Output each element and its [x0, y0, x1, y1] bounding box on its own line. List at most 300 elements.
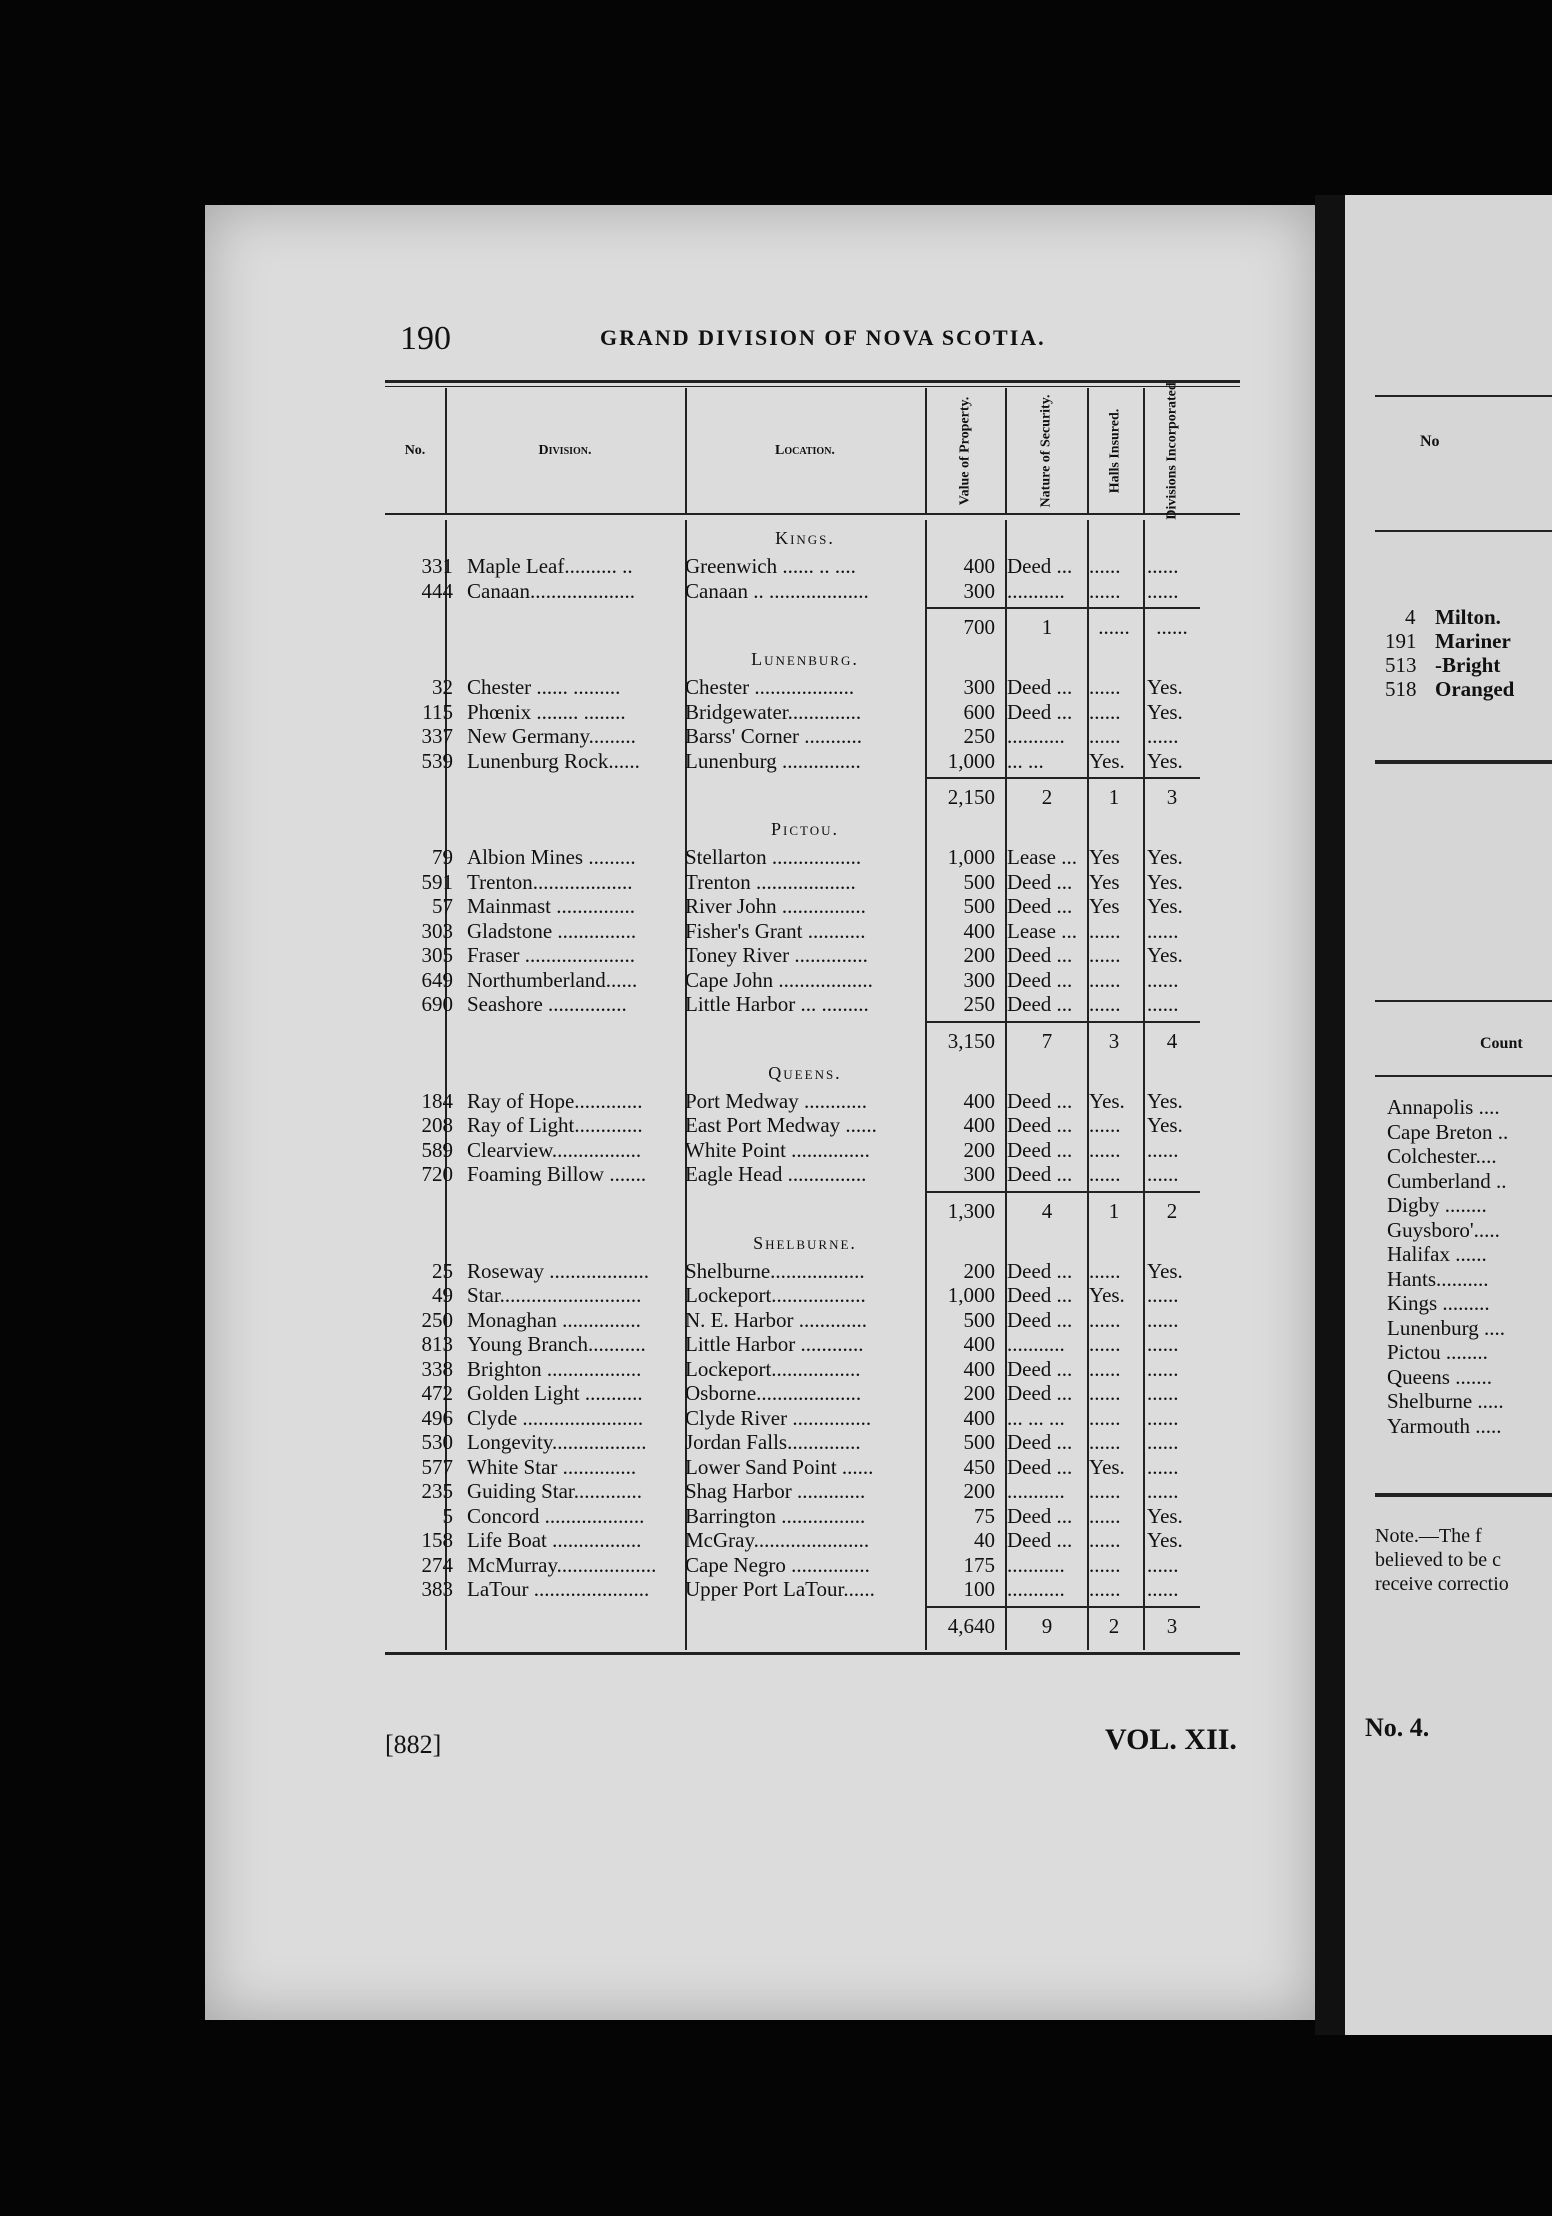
- cell-security: ... ...: [1007, 748, 1044, 773]
- cell-value: 400: [963, 1405, 995, 1430]
- total-incorporated: 4: [1166, 1028, 1178, 1053]
- cell-division: Chester ...... .........: [467, 675, 621, 699]
- cell-insured: Yes.: [1089, 1283, 1125, 1307]
- table-row: [385, 1455, 1240, 1479]
- cell-value: 200: [963, 1137, 995, 1162]
- cell-incorporated: Yes.: [1147, 894, 1183, 918]
- cell-security: Deed ...: [1007, 894, 1073, 918]
- cell-value: 500: [963, 894, 995, 918]
- cell-location: White Point ...............: [685, 1137, 870, 1162]
- table-row: [385, 700, 1240, 724]
- cell-location: Little Harbor ... .........: [685, 992, 869, 1016]
- total-incorporated: ......: [1156, 615, 1188, 639]
- cell-location: Jordan Falls..............: [685, 1430, 861, 1454]
- running-title: GRAND DIVISION OF NOVA SCOTIA.: [600, 325, 1046, 350]
- col-divider: [445, 388, 447, 513]
- cell-location: Greenwich ...... .. ....: [685, 554, 856, 578]
- cell-no: 444: [421, 578, 453, 603]
- cell-no: 591: [421, 869, 453, 894]
- cell-no: 690: [421, 992, 453, 1016]
- cell-value: 200: [963, 943, 995, 967]
- cell-insured: Yes.: [1089, 748, 1125, 773]
- table-row: [385, 1138, 1240, 1162]
- header-division: Division.: [538, 442, 592, 458]
- cell-insured: ......: [1089, 1405, 1121, 1430]
- table-row: [385, 1577, 1240, 1601]
- cell-no: 25: [432, 1258, 453, 1283]
- cell-value: 1,000: [947, 1283, 995, 1307]
- table-row: [385, 579, 1240, 603]
- right-mid-rule: [1375, 760, 1552, 764]
- cell-incorporated: ......: [1147, 918, 1179, 943]
- cell-no: 5: [442, 1503, 453, 1528]
- cell-no: 305: [421, 943, 453, 967]
- cell-division: Maple Leaf.......... ..: [467, 554, 633, 578]
- total-insured: 1: [1108, 1198, 1120, 1223]
- cell-value: 300: [963, 675, 995, 699]
- cell-division: Fraser .....................: [467, 943, 635, 967]
- cell-security: Deed ...: [1007, 869, 1073, 894]
- right-row-no: 4: [1405, 605, 1416, 629]
- cell-security: Deed ...: [1007, 1088, 1073, 1113]
- cell-incorporated: Yes.: [1147, 699, 1183, 724]
- cell-insured: Yes: [1089, 845, 1120, 869]
- cell-incorporated: Yes.: [1147, 1113, 1183, 1137]
- cell-security: Deed ...: [1007, 1307, 1073, 1332]
- cell-security: Deed ...: [1007, 1503, 1073, 1528]
- note-line: Note.—The f: [1375, 1525, 1482, 1547]
- cell-insured: ......: [1089, 1258, 1121, 1283]
- cell-security: ...........: [1007, 1479, 1065, 1503]
- cell-value: 500: [963, 1430, 995, 1454]
- cell-no: 649: [421, 967, 453, 992]
- right-top-rule: [1375, 395, 1552, 397]
- cell-no: 577: [421, 1454, 453, 1479]
- cell-incorporated: ......: [1147, 1430, 1179, 1454]
- table-row: [385, 968, 1240, 992]
- total-security: 1: [1041, 615, 1053, 639]
- cell-division: Monaghan ...............: [467, 1307, 641, 1332]
- cell-insured: ......: [1089, 1430, 1121, 1454]
- note-line: believed to be c: [1375, 1549, 1502, 1571]
- total-incorporated: 3: [1166, 1613, 1178, 1638]
- county-item: Digby ........: [1387, 1193, 1487, 1217]
- cell-no: 813: [421, 1332, 453, 1356]
- cell-security: ...........: [1007, 724, 1065, 748]
- header-value-text: Value of Property.: [957, 396, 972, 505]
- cell-location: Canaan .. ...................: [685, 578, 869, 603]
- cell-division: Life Boat .................: [467, 1528, 642, 1552]
- cell-insured: ......: [1089, 1307, 1121, 1332]
- cell-location: Lockeport.................: [685, 1356, 861, 1381]
- table-bottom-rule: [385, 1652, 1240, 1655]
- total-insured: 3: [1108, 1028, 1120, 1053]
- cell-value: 400: [963, 1332, 995, 1356]
- table-row: [385, 1479, 1240, 1503]
- right-row-name: -Bright: [1435, 653, 1501, 677]
- section-totals: [385, 785, 1240, 811]
- cell-location: Fisher's Grant ...........: [685, 918, 866, 943]
- cell-incorporated: Yes.: [1147, 1258, 1183, 1283]
- cell-value: 400: [963, 918, 995, 943]
- table-row: [385, 1406, 1240, 1430]
- table-row: [385, 675, 1240, 699]
- cell-division: Concord ...................: [467, 1503, 645, 1528]
- cell-location: Upper Port LaTour......: [685, 1577, 875, 1601]
- cell-value: 300: [963, 578, 995, 603]
- cell-security: Lease ...: [1007, 918, 1077, 943]
- table-row: [385, 1089, 1240, 1113]
- total-security: 4: [1041, 1198, 1053, 1223]
- right-footer: No. 4.: [1365, 1713, 1430, 1742]
- cell-location: N. E. Harbor .............: [685, 1307, 867, 1332]
- section-title: Queens.: [768, 1062, 842, 1083]
- cell-security: Deed ...: [1007, 1137, 1073, 1162]
- cell-incorporated: Yes.: [1147, 1528, 1183, 1552]
- cell-security: Deed ...: [1007, 675, 1073, 699]
- total-value: 2,150: [947, 785, 995, 809]
- cell-division: Gladstone ...............: [467, 918, 637, 943]
- cell-security: Deed ...: [1007, 1162, 1073, 1186]
- cell-value: 400: [963, 1356, 995, 1381]
- cell-no: 338: [421, 1356, 453, 1381]
- cell-insured: ......: [1089, 1356, 1121, 1381]
- cell-no: 589: [421, 1137, 453, 1162]
- total-value: 700: [963, 615, 995, 639]
- county-item: Guysboro'.....: [1387, 1217, 1500, 1242]
- cell-incorporated: Yes.: [1147, 748, 1183, 773]
- cell-insured: ......: [1089, 675, 1121, 699]
- cell-insured: ......: [1089, 967, 1121, 992]
- cell-no: 303: [421, 918, 453, 943]
- cell-incorporated: ......: [1147, 1356, 1179, 1381]
- cell-location: McGray......................: [685, 1528, 870, 1552]
- cell-incorporated: ......: [1147, 554, 1179, 578]
- cell-division: Seashore ...............: [467, 992, 627, 1016]
- cell-incorporated: ......: [1147, 1577, 1179, 1601]
- cell-incorporated: ......: [1147, 724, 1179, 748]
- cell-no: 274: [421, 1552, 453, 1577]
- cell-division: Mainmast ...............: [467, 894, 635, 918]
- cell-division: Albion Mines .........: [467, 845, 636, 869]
- cell-security: ...........: [1007, 1577, 1065, 1601]
- county-item: Halifax ......: [1387, 1242, 1487, 1266]
- table-row: [385, 1113, 1240, 1137]
- cell-insured: ......: [1089, 1577, 1121, 1601]
- cell-incorporated: ......: [1147, 1162, 1179, 1186]
- cell-incorporated: Yes.: [1147, 1503, 1183, 1528]
- cell-incorporated: Yes.: [1147, 869, 1183, 894]
- cell-location: Lower Sand Point ......: [685, 1454, 874, 1479]
- footer-page-ref: [882]: [385, 1730, 442, 1759]
- cell-value: 175: [963, 1552, 995, 1577]
- cell-location: Osborne....................: [685, 1381, 862, 1405]
- section-totals: [385, 1614, 1240, 1640]
- cell-security: Deed ...: [1007, 967, 1073, 992]
- table-row: [385, 1553, 1240, 1577]
- subtotal-rule: [925, 1021, 1200, 1023]
- county-item: Cape Breton ..: [1387, 1119, 1509, 1144]
- table-row: [385, 845, 1240, 869]
- cell-division: Roseway ...................: [467, 1258, 649, 1283]
- cell-insured: Yes.: [1089, 1454, 1125, 1479]
- section-title: Kings.: [775, 528, 835, 548]
- cell-security: Deed ...: [1007, 554, 1073, 578]
- section-totals: [385, 615, 1240, 641]
- cell-value: 300: [963, 1162, 995, 1186]
- cell-no: 158: [421, 1528, 453, 1552]
- section-totals: [385, 1029, 1240, 1055]
- cell-insured: ......: [1089, 1162, 1121, 1186]
- cell-no: 530: [421, 1430, 453, 1454]
- total-security: 7: [1041, 1028, 1053, 1053]
- cell-location: Barss' Corner ...........: [685, 724, 863, 748]
- cell-incorporated: Yes.: [1147, 943, 1183, 967]
- cell-incorporated: ......: [1147, 1137, 1179, 1162]
- cell-insured: ......: [1089, 1528, 1121, 1552]
- cell-no: 337: [421, 724, 453, 748]
- cell-value: 200: [963, 1479, 995, 1503]
- cell-no: 250: [421, 1307, 453, 1332]
- cell-incorporated: ......: [1147, 578, 1179, 603]
- cell-insured: ......: [1089, 943, 1121, 967]
- cell-value: 200: [963, 1381, 995, 1405]
- cell-division: Guiding Star.............: [467, 1479, 643, 1503]
- cell-insured: Yes.: [1089, 1088, 1125, 1113]
- right-header-no: No: [1420, 433, 1440, 450]
- cell-location: Cape John ..................: [685, 967, 873, 992]
- table-row: [385, 992, 1240, 1016]
- cell-division: Trenton...................: [467, 869, 633, 894]
- header-location: Location.: [775, 442, 835, 458]
- right-counties-header: Count: [1480, 1035, 1523, 1052]
- cell-location: Shag Harbor .............: [685, 1479, 866, 1503]
- table-row: [385, 1528, 1240, 1552]
- table-row: [385, 894, 1240, 918]
- cell-location: Barrington ................: [685, 1503, 866, 1528]
- subtotal-rule: [925, 1191, 1200, 1193]
- table-row: [385, 1357, 1240, 1381]
- cell-insured: ......: [1089, 918, 1121, 943]
- cell-incorporated: Yes.: [1147, 675, 1183, 699]
- header-insured: [1087, 388, 1143, 513]
- table-header: [385, 381, 1240, 520]
- header-incorporated: [1143, 381, 1203, 520]
- right-counties-header-rule: [1375, 1075, 1552, 1077]
- note-line: receive correctio: [1375, 1573, 1509, 1595]
- cell-insured: ......: [1089, 1113, 1121, 1137]
- cell-value: 450: [963, 1454, 995, 1479]
- cell-division: Northumberland......: [467, 967, 638, 992]
- footer-volume: VOL. XII.: [1105, 1723, 1237, 1756]
- cell-insured: ......: [1089, 1503, 1121, 1528]
- cell-location: Bridgewater..............: [685, 699, 862, 724]
- right-row-name: Mariner: [1435, 629, 1511, 653]
- right-header-rule: [1375, 530, 1552, 532]
- cell-value: 250: [963, 724, 995, 748]
- cell-insured: Yes: [1089, 869, 1120, 894]
- cell-security: Deed ...: [1007, 1381, 1073, 1405]
- cell-value: 75: [974, 1503, 995, 1528]
- cell-security: ...........: [1007, 1332, 1065, 1356]
- cell-no: 331: [421, 554, 453, 578]
- cell-value: 400: [963, 554, 995, 578]
- table-row: [385, 1381, 1240, 1405]
- total-insured: 1: [1108, 785, 1120, 809]
- table-row: [385, 749, 1240, 773]
- cell-location: East Port Medway ......: [685, 1113, 877, 1137]
- cell-division: Golden Light ...........: [467, 1381, 643, 1405]
- cell-value: 200: [963, 1258, 995, 1283]
- cell-no: 235: [421, 1479, 453, 1503]
- table-row: [385, 1162, 1240, 1186]
- table-row: [385, 1283, 1240, 1307]
- cell-security: Deed ...: [1007, 699, 1073, 724]
- left-page: [205, 205, 1315, 2020]
- cell-location: River John ................: [685, 894, 866, 918]
- total-value: 4,640: [947, 1613, 995, 1638]
- page-number: 190: [400, 320, 451, 357]
- cell-location: Toney River ..............: [685, 943, 868, 967]
- cell-value: 1,000: [947, 845, 995, 869]
- col-divider: [925, 388, 927, 513]
- cell-location: Port Medway ............: [685, 1088, 867, 1113]
- cell-incorporated: ......: [1147, 1405, 1179, 1430]
- section-totals: [385, 1199, 1240, 1225]
- total-security: 9: [1041, 1613, 1053, 1638]
- cell-insured: ......: [1089, 699, 1121, 724]
- table-row: [385, 870, 1240, 894]
- cell-division: Phœnix ........ ........: [467, 699, 626, 724]
- table-row: [385, 724, 1240, 748]
- cell-incorporated: ......: [1147, 967, 1179, 992]
- cell-no: 32: [432, 675, 453, 699]
- cell-security: Deed ...: [1007, 1356, 1073, 1381]
- section-title: Lunenburg.: [751, 649, 859, 669]
- right-bottom-rule: [1375, 1493, 1552, 1497]
- table-row: [385, 943, 1240, 967]
- cell-no: 496: [421, 1405, 453, 1430]
- cell-division: New Germany.........: [467, 724, 636, 748]
- cell-security: Deed ...: [1007, 1454, 1073, 1479]
- county-item: Colchester....: [1387, 1144, 1497, 1168]
- county-item: Queens .......: [1387, 1364, 1492, 1389]
- cell-incorporated: Yes.: [1147, 1088, 1183, 1113]
- cell-no: 115: [422, 699, 453, 724]
- col-divider: [1143, 388, 1145, 513]
- header-incorporated-text: Divisions Incorporated: [1165, 381, 1181, 520]
- table-row: [385, 1504, 1240, 1528]
- cell-insured: ......: [1089, 1552, 1121, 1577]
- total-insured: 2: [1108, 1613, 1120, 1638]
- col-divider: [1005, 388, 1007, 513]
- cell-incorporated: ......: [1147, 992, 1179, 1016]
- cell-location: Trenton ...................: [685, 869, 856, 894]
- cell-no: 383: [421, 1577, 453, 1601]
- right-page: [1345, 195, 1552, 2035]
- cell-value: 500: [963, 869, 995, 894]
- table-row: [385, 1308, 1240, 1332]
- cell-incorporated: Yes.: [1147, 845, 1183, 869]
- county-item: Yarmouth .....: [1387, 1413, 1502, 1438]
- cell-value: 400: [963, 1113, 995, 1137]
- county-item: Lunenburg ....: [1387, 1315, 1506, 1340]
- cell-security: ...........: [1007, 1552, 1065, 1577]
- cell-no: 720: [421, 1162, 453, 1186]
- cell-location: Cape Negro ...............: [685, 1552, 870, 1577]
- table-top-rule-thin: [385, 386, 1240, 387]
- cell-incorporated: ......: [1147, 1381, 1179, 1405]
- cell-security: Deed ...: [1007, 943, 1073, 967]
- total-incorporated: 2: [1166, 1198, 1178, 1223]
- cell-no: 208: [421, 1113, 453, 1137]
- right-row-no: 191: [1385, 629, 1417, 653]
- cell-insured: ......: [1089, 724, 1121, 748]
- cell-division: Canaan....................: [467, 578, 635, 603]
- cell-value: 1,000: [947, 748, 995, 773]
- cell-insured: ......: [1089, 1332, 1121, 1356]
- cell-security: ... ... ...: [1007, 1405, 1065, 1430]
- cell-no: 472: [421, 1381, 453, 1405]
- cell-value: 300: [963, 967, 995, 992]
- cell-value: 500: [963, 1307, 995, 1332]
- cell-insured: ......: [1089, 992, 1121, 1016]
- header-value: [925, 388, 1005, 513]
- cell-no: 57: [432, 894, 453, 918]
- total-insured: ......: [1098, 615, 1130, 639]
- cell-security: Lease ...: [1007, 845, 1077, 869]
- cell-location: Lunenburg ...............: [685, 748, 861, 773]
- right-row-name: Oranged: [1435, 677, 1515, 701]
- cell-insured: ......: [1089, 1479, 1121, 1503]
- cell-division: Clyde .......................: [467, 1405, 644, 1430]
- cell-division: LaTour ......................: [467, 1577, 650, 1601]
- right-counties-rule: [1375, 1000, 1552, 1002]
- cell-incorporated: ......: [1147, 1283, 1179, 1307]
- cell-no: 539: [421, 748, 453, 773]
- county-item: Annapolis ....: [1387, 1095, 1500, 1119]
- cell-location: Chester ...................: [685, 675, 855, 699]
- subtotal-rule: [925, 607, 1200, 609]
- cell-division: Ray of Light.............: [467, 1113, 643, 1137]
- total-value: 3,150: [947, 1028, 995, 1053]
- cell-division: Young Branch...........: [467, 1332, 646, 1356]
- cell-insured: ......: [1089, 554, 1121, 578]
- cell-value: 250: [963, 992, 995, 1016]
- cell-division: Clearview.................: [467, 1137, 642, 1162]
- section-title: Pictou.: [771, 819, 839, 839]
- header-no: No.: [404, 442, 426, 458]
- cell-division: Foaming Billow .......: [467, 1162, 647, 1186]
- cell-division: Lunenburg Rock......: [467, 748, 640, 773]
- cell-security: ...........: [1007, 578, 1065, 603]
- cell-security: Deed ...: [1007, 1430, 1073, 1454]
- cell-incorporated: ......: [1147, 1479, 1179, 1503]
- county-item: Pictou ........: [1387, 1340, 1488, 1364]
- cell-incorporated: ......: [1147, 1307, 1179, 1332]
- cell-value: 600: [963, 699, 995, 724]
- cell-division: Longevity..................: [467, 1430, 647, 1454]
- table-row: [385, 554, 1240, 578]
- subtotal-rule: [925, 1606, 1200, 1608]
- cell-security: Deed ...: [1007, 1258, 1073, 1283]
- cell-insured: Yes: [1089, 894, 1120, 918]
- header-security: [1005, 388, 1087, 513]
- cell-insured: ......: [1089, 578, 1121, 603]
- right-row-no: 513: [1385, 653, 1417, 677]
- cell-location: Clyde River ...............: [685, 1405, 872, 1430]
- cell-division: Brighton ..................: [467, 1356, 642, 1381]
